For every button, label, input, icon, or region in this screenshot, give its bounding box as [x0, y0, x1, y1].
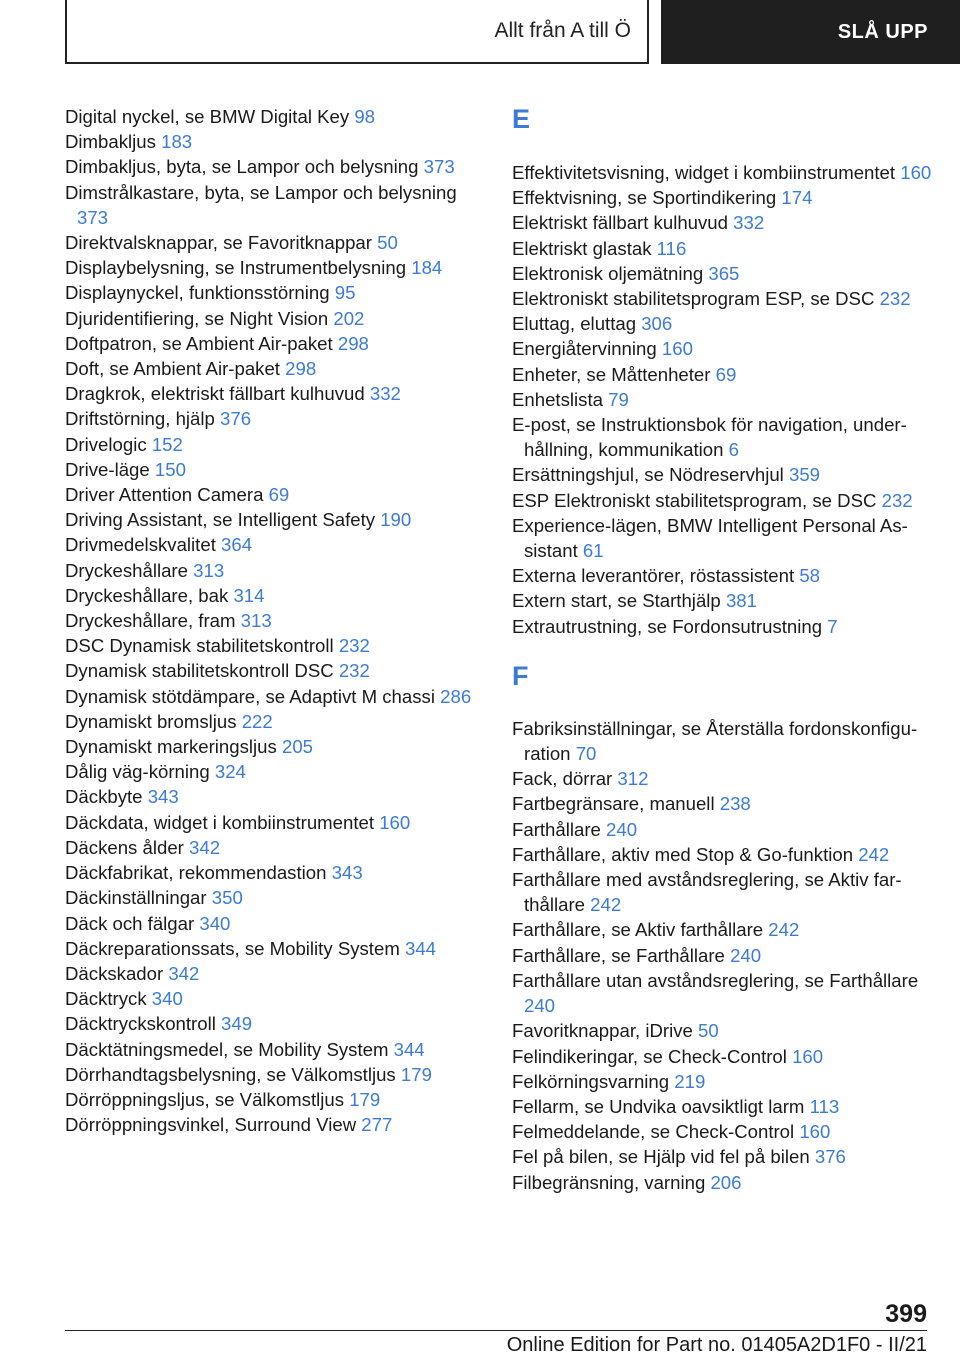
index-entry [65, 356, 485, 381]
entry-text: Elektroniskt stabilitetsprogram ESP, se DSC [512, 288, 875, 310]
entry-text: Displaynyckel, funktionsstörning [65, 282, 330, 304]
index-entry [512, 766, 932, 791]
entry-text: Enhetslista [512, 388, 603, 410]
entry-text: Däckdata, widget i kombiinstrumentet [65, 811, 375, 833]
index-entry [65, 1087, 485, 1112]
page-reference-link[interactable]: 350 [211, 887, 243, 909]
entry-text: Energiåtervinning [512, 338, 657, 360]
index-entry [512, 336, 932, 361]
page-reference-link[interactable]: 184 [411, 257, 443, 279]
page-reference-link[interactable]: 232 [879, 288, 911, 310]
page-reference-link[interactable]: 70 [575, 743, 597, 765]
entry-text: Däckskador [65, 962, 164, 984]
page-reference-link[interactable]: 240 [730, 944, 762, 966]
page-reference-link[interactable]: 174 [781, 187, 813, 209]
index-entry [65, 306, 485, 331]
index-entry [65, 104, 485, 129]
entry-text: Extrautrustning, se Fordonsutrustning [512, 615, 823, 637]
entry-text: ESP Elektroniskt stabilitetsprogram, se DSC [512, 489, 877, 511]
entry-text: Experience-lägen, BMW Intelligent Personal Assistant [512, 514, 908, 562]
page-reference-link[interactable]: 160 [799, 1121, 831, 1143]
page-reference-link[interactable]: 98 [354, 106, 376, 127]
page-reference-link[interactable]: 116 [656, 237, 687, 259]
page-reference-link[interactable]: 160 [661, 338, 693, 360]
index-entry [512, 185, 932, 210]
page-reference-link[interactable]: 205 [282, 736, 314, 758]
page-reference-link[interactable]: 342 [189, 836, 221, 858]
entry-text: Fellarm, se Undvika oavsiktligt larm [512, 1095, 805, 1117]
tab-all-label: Allt från A till Ö [494, 19, 631, 42]
index-entry [65, 1112, 485, 1137]
page-reference-link[interactable]: 359 [788, 464, 821, 486]
page-reference-link[interactable]: 364 [221, 534, 253, 556]
page-reference-link[interactable]: 340 [199, 912, 231, 934]
index-entry [65, 129, 485, 154]
entry-text: Farthållare, aktiv med Stop & Go-funktion [512, 843, 854, 865]
index-entry [65, 381, 485, 406]
page-reference-link[interactable]: 324 [214, 761, 246, 783]
entry-text: Effektivitetsvisning, widget i kombiinstrumentet [512, 162, 896, 183]
page-reference-link[interactable]: 381 [725, 590, 757, 612]
index-entry [65, 457, 485, 482]
index-entry [65, 1062, 485, 1087]
entry-text: Ersättningshjul, se Nödreservhjul [512, 464, 784, 486]
entry-text: Dynamiskt markeringsljus [65, 736, 277, 758]
entry-text: Effektvisning, se Sportindikering [512, 187, 777, 209]
entry-text: Dörröppningsvinkel, Surround View [65, 1114, 357, 1136]
page-reference-link[interactable]: 240 [524, 995, 556, 1017]
page-reference-link[interactable]: 61 [582, 540, 604, 562]
index-entry [512, 261, 932, 286]
index-entry [65, 709, 485, 734]
page-reference-link[interactable]: 312 [617, 768, 649, 790]
page-header [0, 0, 960, 66]
entry-text: Dryckeshållare [65, 559, 188, 581]
page-reference-link[interactable]: 313 [240, 610, 272, 632]
entry-text: Doftpatron, se Ambient Air-paket [65, 332, 333, 354]
entry-text: Driver Attention Camera [65, 484, 264, 506]
page-reference-link[interactable]: 202 [333, 307, 365, 329]
entry-text: Däcktryck [65, 988, 147, 1010]
entry-text: Dimbakljus, byta, se Lampor och belysning [65, 156, 419, 178]
index-entry [512, 817, 932, 842]
index-entry [512, 311, 932, 336]
entry-text: Fack, dörrar [512, 768, 613, 790]
index-entry [65, 961, 485, 986]
entry-text: Farthållare utan avståndsreglering, se Farthållare [512, 969, 919, 991]
index-entry [65, 507, 485, 532]
entry-text: Driftstörning, hjälp [65, 408, 215, 430]
page-reference-link[interactable]: 69 [715, 363, 737, 385]
index-entry [512, 563, 932, 588]
index-entry [65, 1011, 485, 1036]
page-reference-link[interactable]: 242 [858, 843, 890, 865]
page-reference-link[interactable]: 340 [151, 988, 183, 1010]
index-entry [65, 759, 485, 784]
page-reference-link[interactable]: 298 [337, 332, 369, 354]
page-reference-link[interactable]: 332 [733, 212, 765, 234]
index-column-right [512, 104, 932, 1195]
entry-text: E-post, se Instruktionsbok för navigation, underhållning, kommunikation [512, 414, 907, 461]
index-entry [512, 614, 932, 639]
entry-text: Driving Assistant, se Intelligent Safety [65, 509, 376, 531]
entry-text: Displaybelysning, se Instrumentbelysning [65, 257, 407, 279]
entry-text: Extern start, se Starthjälp [512, 590, 721, 612]
index-entry [512, 412, 932, 462]
index-entry [65, 331, 485, 356]
page-reference-link[interactable]: 160 [792, 1045, 824, 1067]
entry-text: Drivmedelskvalitet [65, 534, 216, 556]
page-reference-link[interactable]: 190 [380, 509, 412, 531]
section-letter-e: E [512, 104, 531, 134]
entry-text: Dimbakljus [65, 131, 156, 153]
index-entry [512, 1119, 932, 1144]
entry-text: Drive-läge [65, 458, 150, 480]
page-reference-link[interactable]: 376 [814, 1146, 846, 1168]
entry-text: Däckens ålder [65, 836, 184, 858]
page-reference-link[interactable]: 342 [168, 962, 200, 984]
page-reference-link[interactable]: 343 [147, 786, 179, 808]
entry-text: Doft, se Ambient Air-paket [65, 358, 280, 380]
index-entry [65, 482, 485, 507]
entry-text: Däckfabrikat, rekommendastion [65, 862, 327, 884]
index-entry [512, 286, 932, 311]
index-entry [65, 583, 485, 608]
index-entry [65, 684, 485, 709]
index-entry [512, 716, 932, 766]
entry-text: Däcktryckskontroll [65, 1013, 216, 1035]
entry-text: Elektriskt fällbart kulhuvud [512, 212, 728, 234]
index-entry [65, 1037, 485, 1062]
index-entry [512, 236, 932, 261]
page-reference-link[interactable]: 286 [440, 685, 472, 707]
page-reference-link[interactable]: 95 [334, 282, 356, 304]
index-entry [512, 588, 932, 613]
page-reference-link[interactable]: 298 [285, 358, 317, 380]
index-entry [65, 810, 485, 835]
index-entry [512, 1018, 932, 1043]
index-entry [65, 936, 485, 961]
page-reference-link[interactable]: 69 [268, 484, 290, 506]
entry-text: Dragkrok, elektriskt fällbart kulhuvud [65, 383, 365, 405]
page-reference-link[interactable]: 222 [241, 710, 273, 732]
entry-text: Dörröppningsljus, se Välkomstljus [65, 1088, 345, 1110]
page-reference-link[interactable]: 343 [331, 862, 363, 884]
entry-text: Djuridentifiering, se Night Vision [65, 307, 329, 329]
index-entry [65, 432, 485, 457]
index-entry [512, 1144, 932, 1169]
page-reference-link[interactable]: 219 [674, 1070, 706, 1092]
page-reference-link[interactable]: 313 [193, 559, 225, 581]
index-entry [65, 230, 485, 255]
page-number: 399 [885, 1300, 927, 1328]
entry-text: Däckbyte [65, 786, 143, 808]
entry-text: Dryckeshållare, fram [65, 610, 236, 632]
index-entry [65, 558, 485, 583]
page-reference-link[interactable]: 344 [393, 1038, 425, 1060]
entry-text: Elektronisk oljemätning [512, 262, 704, 284]
footer-divider [65, 1330, 927, 1331]
page-reference-link[interactable]: 240 [606, 818, 638, 840]
index-entry [512, 943, 932, 968]
entry-text: Farthållare, se Farthållare [512, 944, 725, 966]
page-reference-link[interactable]: 306 [641, 313, 673, 335]
index-entry [65, 860, 485, 885]
index-entry [512, 842, 932, 867]
index-entry [512, 1170, 932, 1195]
index-entry [65, 835, 485, 860]
page-reference-link[interactable]: 344 [404, 937, 437, 959]
page-reference-link[interactable]: 232 [338, 635, 370, 657]
index-entry [65, 911, 485, 936]
index-entry [65, 180, 485, 230]
index-entry [512, 387, 932, 412]
index-entry [512, 462, 932, 487]
page-reference-link[interactable]: 113 [809, 1095, 840, 1117]
page-reference-link[interactable]: 373 [423, 156, 455, 178]
entry-text: Externa leverantörer, röstassistent [512, 565, 795, 587]
page-reference-link[interactable]: 50 [698, 1020, 719, 1042]
index-entry [65, 885, 485, 910]
entry-text: Digital nyckel, se BMW Digital Key [65, 106, 350, 127]
index-entry [65, 734, 485, 759]
entry-text: Fabriksinställningar, se Återställa fordonskonfiguration [512, 717, 918, 765]
entry-text: Felkörningsvarning [512, 1070, 670, 1092]
entry-text: Farthållare med avståndsreglering, se Aktiv farthållare [512, 869, 902, 916]
page-reference-link[interactable]: 160 [900, 162, 932, 183]
index-entry [512, 362, 932, 387]
entry-text: Dörrhandtagsbelysning, se Välkomstljus [65, 1063, 396, 1085]
section-e-entries [512, 160, 932, 639]
entry-text: Dynamiskt bromsljus [65, 710, 237, 732]
entry-text: Felindikeringar, se Check-Control [512, 1045, 787, 1067]
page-reference-link[interactable]: 277 [361, 1114, 393, 1136]
entry-text: Drivelogic [65, 433, 147, 455]
page-reference-link[interactable]: 232 [881, 489, 913, 511]
index-entry [512, 160, 932, 185]
index-column-left [65, 104, 485, 1137]
index-entry [65, 406, 485, 431]
page-reference-link[interactable]: 232 [338, 660, 370, 682]
index-entry [512, 488, 932, 513]
index-entry [512, 210, 932, 235]
index-entry [512, 917, 932, 942]
entry-text: Dynamisk stabilitetskontroll DSC [65, 660, 334, 682]
entry-text: Elektriskt glastak [512, 237, 652, 259]
page-reference-link[interactable]: 349 [221, 1013, 253, 1035]
index-entry [512, 791, 932, 816]
page-reference-link[interactable]: 314 [233, 584, 265, 606]
section-f-entries [512, 716, 932, 1195]
page-reference-link[interactable]: 50 [377, 232, 398, 254]
entry-text: Favoritknappar, iDrive [512, 1020, 693, 1042]
index-entry [65, 255, 485, 280]
entry-text: Däckreparationssats, se Mobility System [65, 937, 400, 959]
entry-text: Dålig väg-körning [65, 761, 210, 783]
entry-text: Fartbegränsare, manuell [512, 793, 715, 815]
index-entry [65, 633, 485, 658]
page-reference-link[interactable]: 332 [369, 383, 401, 405]
page-reference-link[interactable]: 238 [719, 793, 751, 815]
index-entry [512, 867, 932, 917]
tab-lookup[interactable] [661, 0, 960, 64]
entry-text: Dimstrålkastare, byta, se Lampor och belysning [65, 181, 457, 203]
page-reference-link[interactable]: 183 [161, 131, 193, 153]
page-reference-link[interactable]: 179 [349, 1088, 381, 1110]
entry-text: Enheter, se Måttenheter [512, 363, 711, 385]
page-reference-link[interactable]: 365 [708, 262, 740, 284]
page-reference-link[interactable]: 152 [151, 433, 183, 455]
index-entry [65, 986, 485, 1011]
entry-text: Filbegränsning, varning [512, 1171, 706, 1193]
entry-text: Dryckeshållare, bak [65, 584, 229, 606]
index-entry [512, 1094, 932, 1119]
page-reference-link[interactable]: 206 [710, 1171, 742, 1193]
entry-text: DSC Dynamisk stabilitetskontroll [65, 635, 334, 657]
index-entry [512, 1069, 932, 1094]
page-reference-link[interactable]: 242 [590, 894, 622, 916]
entry-text: Dynamisk stötdämpare, se Adaptivt M chassi [65, 685, 435, 707]
entry-text: Direktvalsknappar, se Favoritknappar [65, 232, 372, 254]
entry-text: Felmeddelande, se Check-Control [512, 1121, 795, 1143]
entry-text: Däck och fälgar [65, 912, 195, 934]
page-reference-link[interactable]: 179 [400, 1063, 432, 1085]
page-reference-link[interactable]: 6 [728, 439, 739, 461]
entry-text: Farthållare, se Aktiv farthållare [512, 919, 764, 941]
entry-text: Däcktätningsmedel, se Mobility System [65, 1038, 389, 1060]
index-entry [65, 658, 485, 683]
footer-edition: Online Edition for Part no. 01405A2D1F0 - II/21 [506, 1334, 927, 1356]
page-reference-link[interactable]: 242 [768, 919, 800, 941]
entry-text: Fel på bilen, se Hjälp vid fel på bilen [512, 1146, 810, 1168]
index-entry [65, 280, 485, 305]
index-entry [65, 154, 485, 179]
page-reference-link[interactable]: 160 [379, 811, 411, 833]
index-entry [65, 532, 485, 557]
entry-text: Däckinställningar [65, 887, 207, 909]
page-reference-link[interactable]: 373 [77, 206, 109, 228]
index-entry [512, 1044, 932, 1069]
page-reference-link[interactable]: 150 [154, 458, 186, 480]
tab-lookup-label: SLÅ UPP [837, 20, 928, 43]
page-reference-link[interactable]: 376 [220, 408, 252, 430]
section-letter-f: F [512, 660, 529, 691]
index-entry [65, 784, 485, 809]
index-entry [512, 513, 932, 563]
page-reference-link[interactable]: 79 [608, 388, 629, 410]
page-reference-link[interactable]: 7 [827, 615, 838, 637]
tab-all-a-to-o[interactable] [65, 0, 649, 64]
index-entry [65, 608, 485, 633]
entry-text: Eluttag, eluttag [512, 313, 637, 335]
index-entry [512, 968, 932, 1018]
page-reference-link[interactable]: 58 [799, 565, 820, 587]
entry-text: Farthållare [512, 818, 601, 840]
